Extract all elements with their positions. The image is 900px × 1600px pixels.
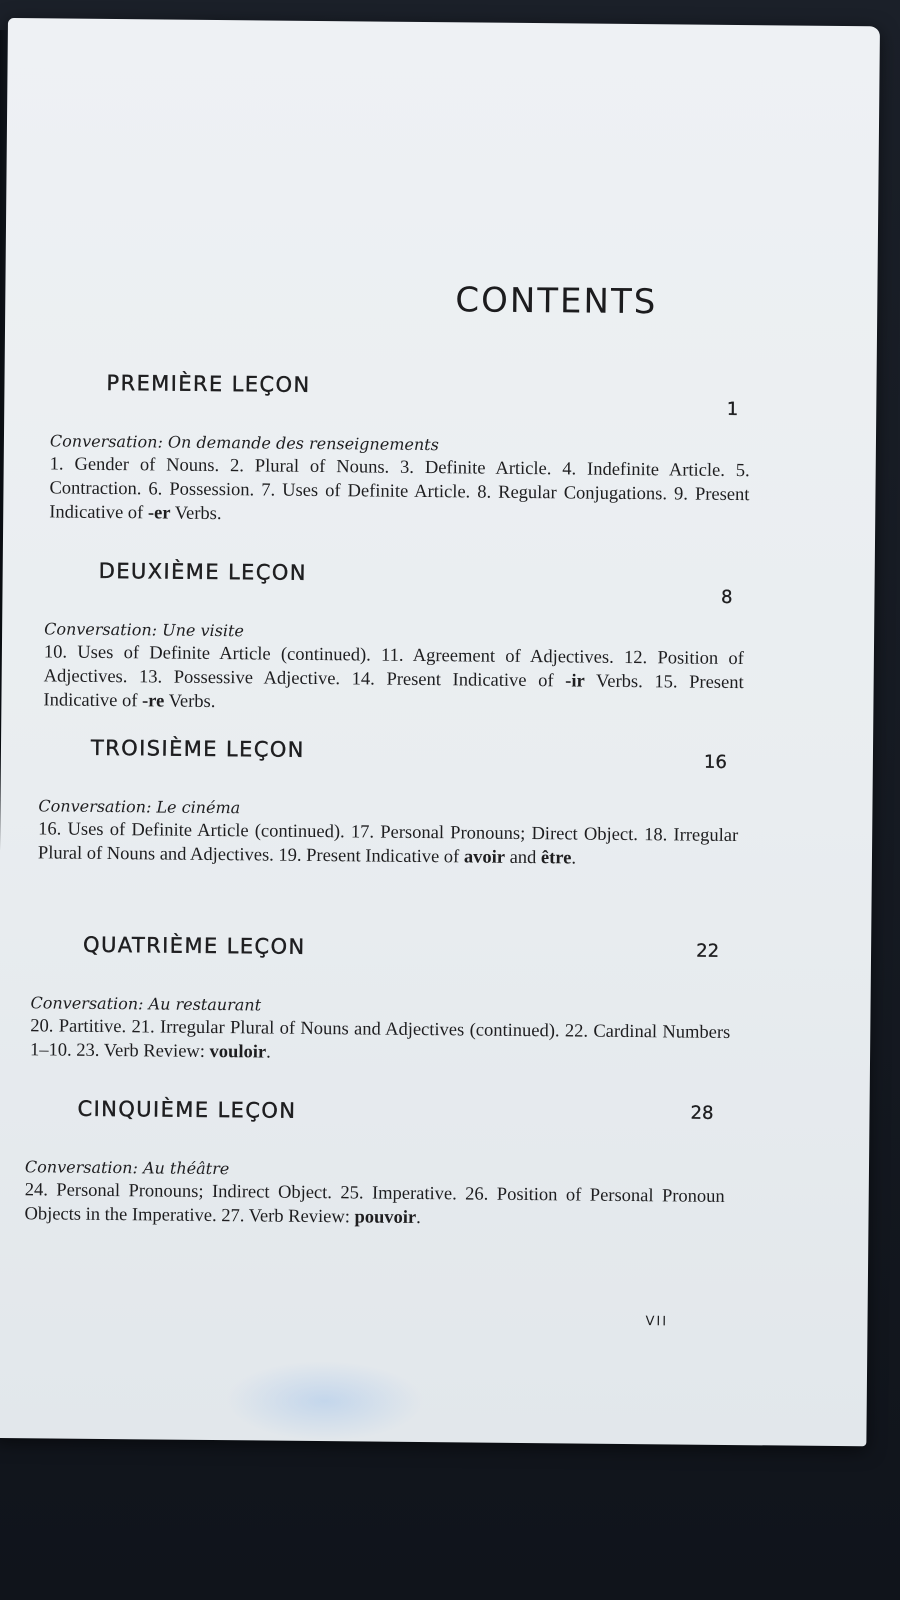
book-page bbox=[0, 18, 880, 1446]
lesson-entry-5 bbox=[24, 1096, 725, 1233]
lesson-entry-2 bbox=[43, 558, 744, 719]
lesson-topics: 10. Uses of Definite Article (continued). 11. Agreement of Adjectives. 12. Position of Adjectives. 13. Possessive Adjective. 14. Present Indicative of -ir Verbs. 15. Present Indicative of -re Verbs. bbox=[43, 642, 744, 713]
lesson-topics: 16. Uses of Definite Article (continued). 17. Personal Pronouns; Direct Object. 18. Irregular Plural of Nouns and Adjectives. 19. Present Indicative of avoir and être. bbox=[37, 819, 739, 869]
lesson-conversation: Conversation: Au restaurant bbox=[30, 993, 262, 1015]
lesson-title: CINQUIÈME LEÇON bbox=[77, 1096, 297, 1123]
lesson-page-number: 22 bbox=[696, 940, 720, 962]
lesson-entry-1 bbox=[49, 370, 750, 531]
lesson-conversation: Conversation: On demande des renseignements bbox=[49, 431, 439, 455]
lesson-topics: 1. Gender of Nouns. 2. Plural of Nouns. 3. Definite Article. 4. Indefinite Article. 5. Contraction. 6. Possession. 7. Uses of Definite Article. 8. Regular Conjugations. 9. Present Indicative of -er Verbs. bbox=[49, 454, 750, 525]
lesson-conversation: Conversation: Au théâtre bbox=[24, 1157, 230, 1179]
lesson-page-number: 16 bbox=[703, 751, 727, 773]
lesson-title: TROISIÈME LEÇON bbox=[90, 735, 305, 762]
lesson-entry-4 bbox=[30, 932, 731, 1069]
lesson-title: QUATRIÈME LEÇON bbox=[82, 932, 306, 959]
lesson-page-number: 28 bbox=[690, 1102, 714, 1124]
page-title: CONTENTS bbox=[455, 280, 658, 323]
lesson-topics: 24. Personal Pronouns; Indirect Object. 25. Imperative. 26. Position of Personal Pronoun Objects in the Imperative. 27. Verb Review: pouvoir. bbox=[24, 1180, 725, 1229]
lesson-conversation: Conversation: Le cinéma bbox=[38, 796, 241, 818]
lesson-title: PREMIÈRE LEÇON bbox=[106, 370, 311, 397]
lesson-title: DEUXIÈME LEÇON bbox=[98, 558, 308, 585]
page-folio: VII bbox=[645, 1314, 669, 1330]
lesson-page-number: 8 bbox=[720, 586, 733, 608]
lesson-page-number: 1 bbox=[726, 398, 739, 421]
lesson-topics: 20. Partitive. 21. Irregular Plural of Nouns and Adjectives (continued). 22. Cardinal Numbers 1–10. 23. Verb Review: vouloir. bbox=[29, 1016, 731, 1063]
lesson-entry-3 bbox=[38, 735, 739, 872]
lesson-conversation: Conversation: Une visite bbox=[44, 619, 245, 641]
